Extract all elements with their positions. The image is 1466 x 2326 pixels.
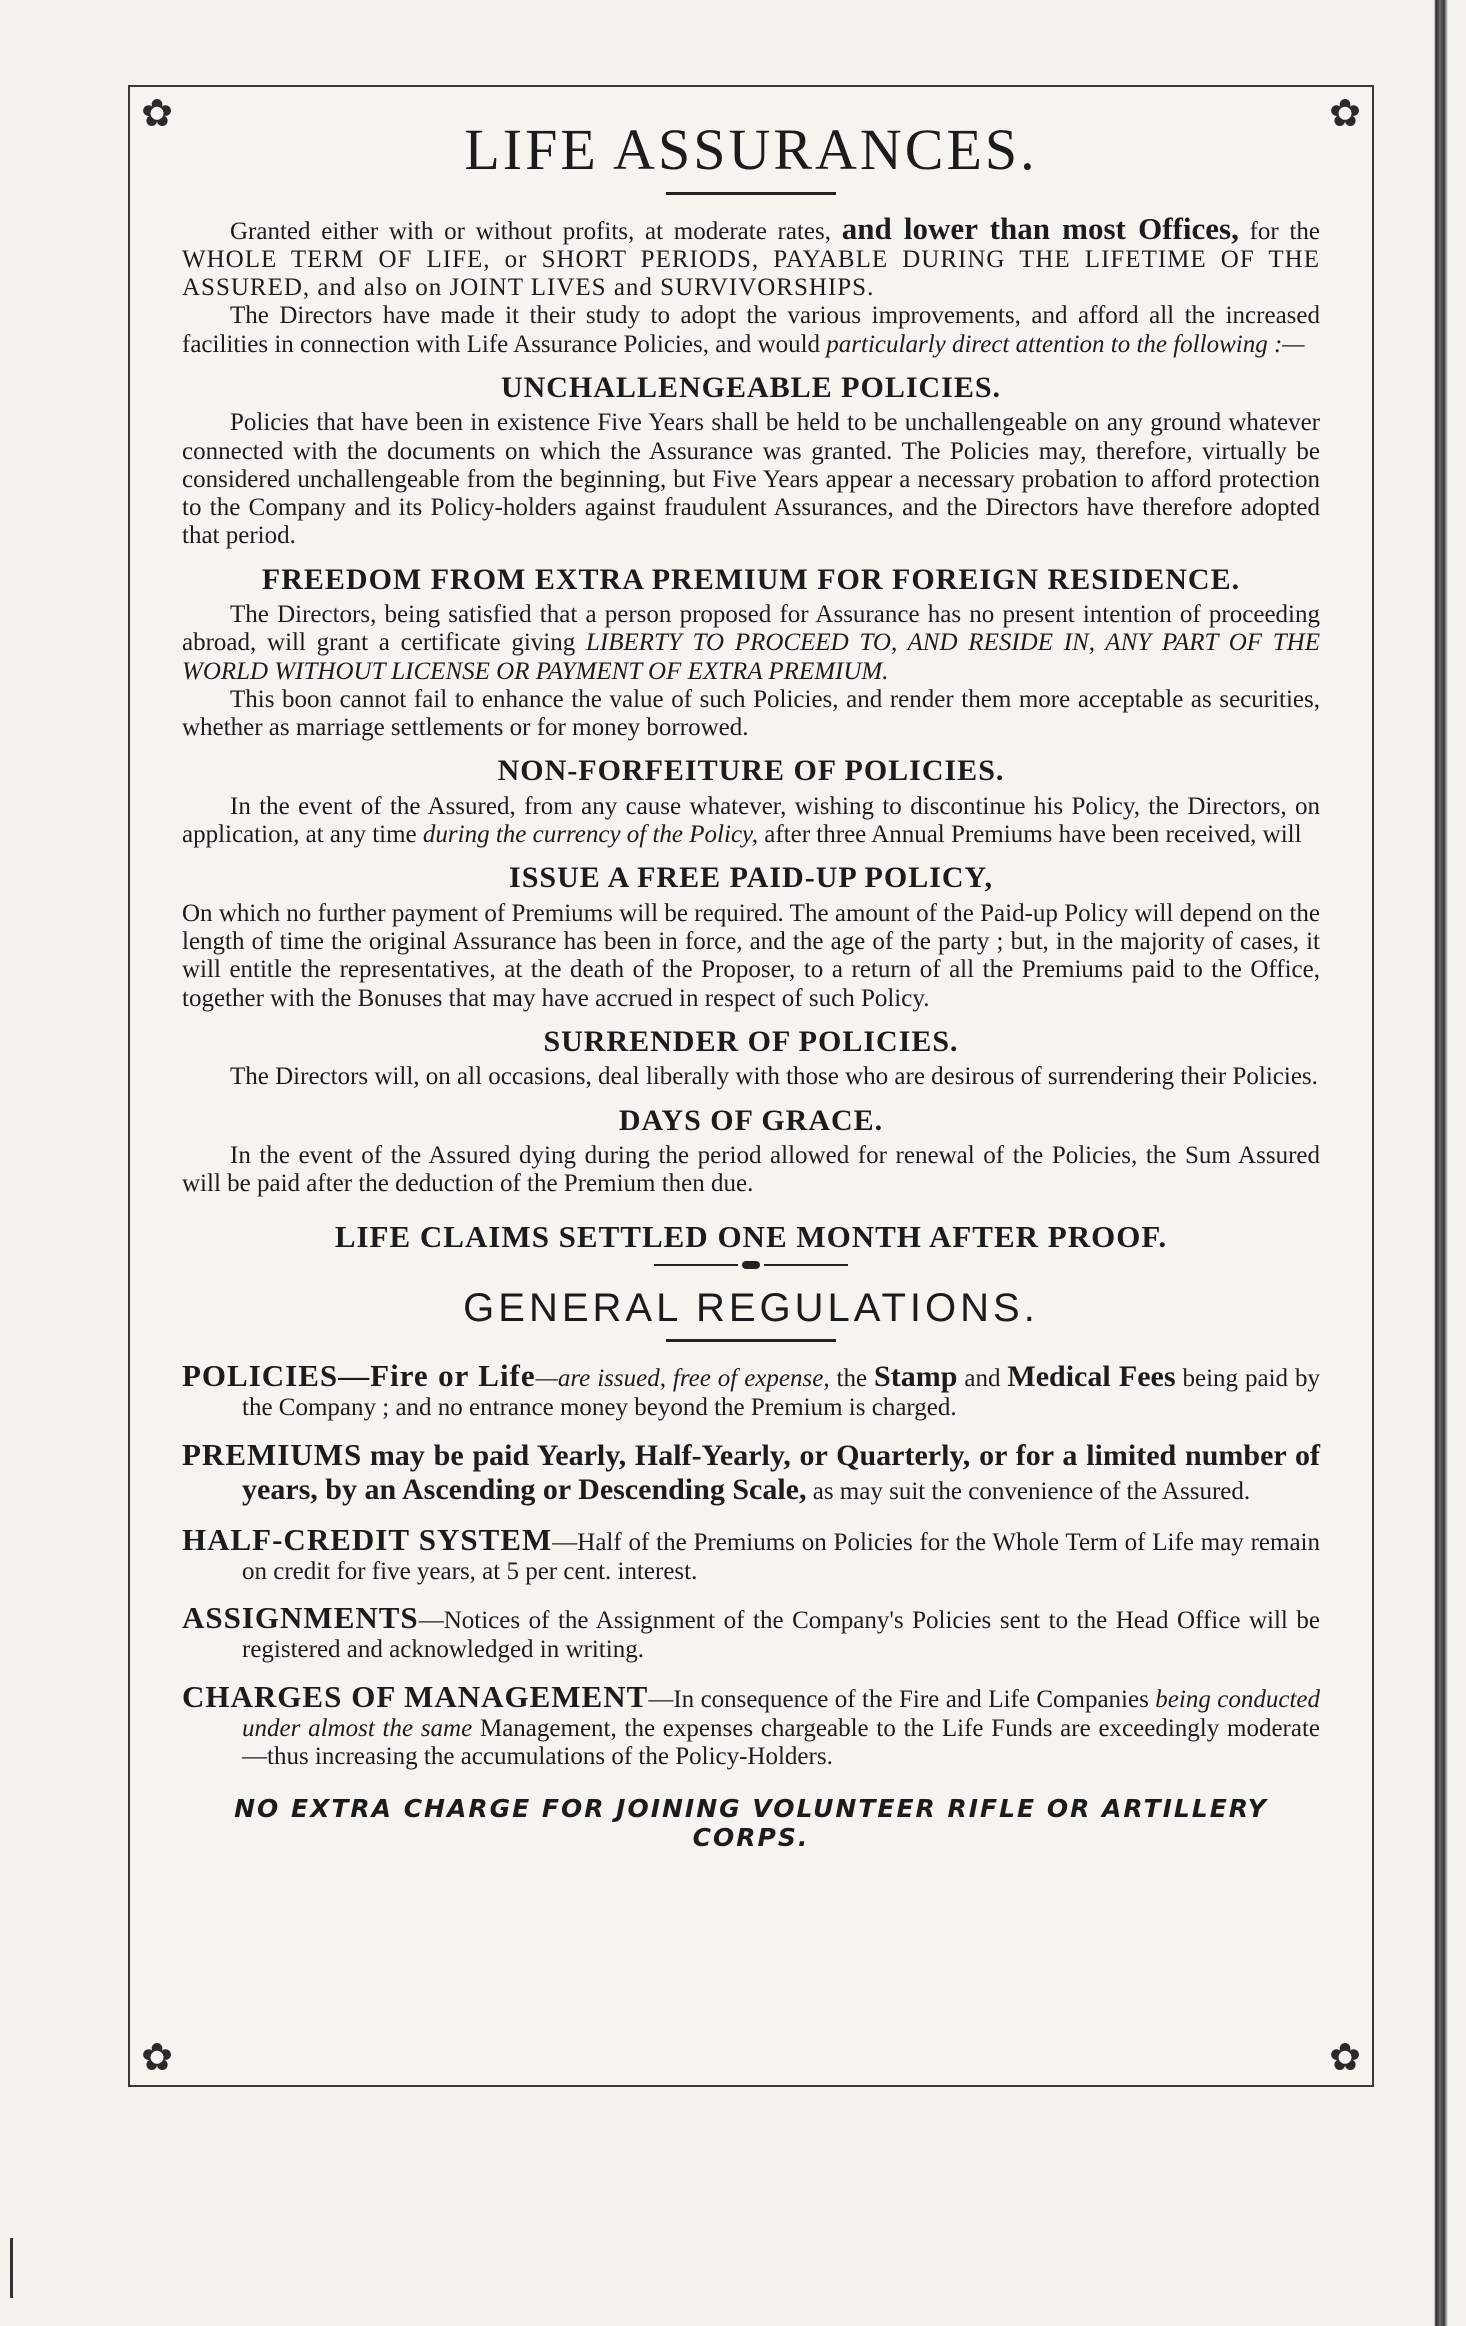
regulation-item xyxy=(182,1358,1320,1423)
regulation-lead: HALF-CREDIT SYSTEM xyxy=(182,1521,553,1557)
regulation-item xyxy=(182,1437,1320,1508)
intro-text: Granted either with or without profits, at moderate rates, xyxy=(230,217,831,245)
footer-note: NO EXTRA CHARGE FOR JOINING VOLUNTEER RIFLE OR ARTILLERY CORPS. xyxy=(234,1794,1268,1853)
section-body: This boon cannot fail to enhance the value of such Policies, and render them more acceptable as securities, whether as marriage settlements or for money borrowed. xyxy=(182,685,1320,742)
regulation-text: —In consequence of the Fire and Life Companies xyxy=(648,1685,1149,1713)
regulation-text: and xyxy=(964,1364,1001,1392)
regulation-text: Management, the expenses chargeable to the Life Funds are exceedingly moderate—thus increasing the accumulations of the Policy-Holders. xyxy=(242,1714,1321,1771)
advertisement-frame xyxy=(128,85,1374,2087)
regulation-lead: POLICIES—Fire or Life xyxy=(182,1357,536,1393)
regulation-text: —Half of the Premiums on Policies for the Whole Term of Life may remain on credit for five years, at 5 per cent. interest. xyxy=(242,1528,1321,1585)
title-rule xyxy=(666,192,836,195)
regulation-item xyxy=(182,1679,1320,1772)
page-title: LIFE ASSURANCES. xyxy=(464,117,1038,182)
section-body: On which no further payment of Premiums will be required. The amount of the Paid-up Policy will depend on the length of time the original Assurance has been in force, and the age of the party ; but, in the majority of cases, it will entitle the representatives, at the death of the Proposer, to a return of all the Premiums paid to the Office, together with the Bonuses that may have accrued in respect of such Policy. xyxy=(182,899,1320,1012)
intro-paragraph-2 xyxy=(182,302,1320,359)
margin-mark xyxy=(10,2238,13,2298)
regulation-lead: PREMIUMS xyxy=(182,1436,363,1472)
intro-caps: WHOLE TERM OF LIFE, or SHORT PERIODS, PAYABLE DURING THE LIFETIME OF THE ASSURED, and also on JOINT LIVES and SURVIVORSHIPS. xyxy=(182,245,1320,302)
section-body: The Directors will, on all occasions, deal liberally with those who are desirous of surrendering their Policies. xyxy=(230,1063,1318,1091)
section-text: In the event of the Assured, from any cause whatever, wishing to discontinue his Policy, the Directors, on application, at any time xyxy=(182,792,1320,849)
section-text: after three Annual Premiums have been received, will xyxy=(764,821,1302,849)
intro-text: for the xyxy=(1249,217,1320,245)
regulation-text: the xyxy=(836,1364,868,1392)
regulation-strong: may be paid Yearly, Half-Yearly, or Quarterly, or for a limited number of years, by an Ascending or Descending Scale, xyxy=(242,1438,1320,1507)
regulation-item xyxy=(182,1522,1320,1587)
intro-text: The Directors have made it their study to adopt the various improvements, and afford all the increased facilities in connection with Life Assurance Policies, and would xyxy=(182,302,1320,358)
corner-ornament-icon: ✿ xyxy=(1329,2037,1361,2079)
regulation-item xyxy=(182,1600,1320,1665)
regulation-lead: CHARGES OF MANAGEMENT xyxy=(182,1678,649,1714)
section-heading: NON-FORFEITURE OF POLICIES. xyxy=(497,754,1005,788)
regulation-italic: —are issued, free of expense, xyxy=(535,1364,830,1392)
regulation-lead: ASSIGNMENTS xyxy=(182,1600,419,1636)
claims-banner: LIFE CLAIMS SETTLED ONE MONTH AFTER PROOF. xyxy=(334,1218,1168,1254)
section-body xyxy=(182,601,1320,686)
section-heading: UNCHALLENGEABLE POLICIES. xyxy=(500,370,1002,404)
corner-ornament-icon: ✿ xyxy=(141,2037,173,2079)
section-heading: DAYS OF GRACE. xyxy=(618,1103,884,1137)
regulation-text: as may suit the convenience of the Assured. xyxy=(812,1478,1251,1506)
section-text: The Directors, being satisfied that a person proposed for Assurance has no present intention of proceeding abroad, will grant a certificate giving xyxy=(182,601,1320,657)
section-body: In the event of the Assured dying during the period allowed for renewal of the Policies, the Sum Assured will be paid after the deduction of the Premium then due. xyxy=(182,1142,1320,1198)
regulation-text: —Notices of the Assignment of the Company's Policies sent to the Head Office will be registered and acknowledged in writing. xyxy=(242,1607,1320,1664)
document-body xyxy=(182,117,1320,1852)
corner-ornament-icon: ✿ xyxy=(141,93,173,135)
section-italic: LIBERTY TO PROCEED TO, AND RESIDE IN, ANY PART OF THE WORLD WITHOUT LICENSE OR PAYMENT OF EXTRA PREMIUM. xyxy=(182,629,1321,685)
section-heading: ISSUE A FREE PAID-UP POLICY, xyxy=(509,861,993,895)
section-heading: FREEDOM FROM EXTRA PREMIUM FOR FOREIGN RESIDENCE. xyxy=(261,562,1241,596)
regulation-text: being paid by the Company ; and no entrance money beyond the Premium is charged. xyxy=(242,1364,1320,1422)
section-body xyxy=(182,793,1320,850)
corner-ornament-icon: ✿ xyxy=(1329,93,1361,135)
section-italic: during the currency of the Policy, xyxy=(422,821,759,849)
regulations-rule xyxy=(666,1339,836,1342)
intro-emphasis: and lower than most Offices, xyxy=(841,210,1239,246)
section-body: Policies that have been in existence Five Years shall be held to be unchallengeable on any ground whatever connected with the documents on which the Assurance was granted. The Policies may, therefore, virtually be considered unchallengeable from the beginning, but Five Years appear a necessary probation to afford protection to the Company and its Policy-holders against fraudulent Assurances, and the Directors have therefore adopted that period. xyxy=(182,409,1320,550)
general-regulations-title: GENERAL REGULATIONS. xyxy=(463,1285,1039,1330)
intro-paragraph xyxy=(182,211,1320,303)
section-heading: SURRENDER OF POLICIES. xyxy=(543,1024,959,1058)
intro-italic: particularly direct attention to the following :— xyxy=(826,330,1305,358)
ornamental-divider xyxy=(182,1261,1320,1269)
regulation-strong: Medical Fees xyxy=(1007,1359,1176,1393)
regulation-strong: Stamp xyxy=(874,1359,958,1393)
regulation-italic: being conducted under almost the same xyxy=(242,1685,1321,1742)
page-edge-shadow xyxy=(1426,0,1466,2326)
